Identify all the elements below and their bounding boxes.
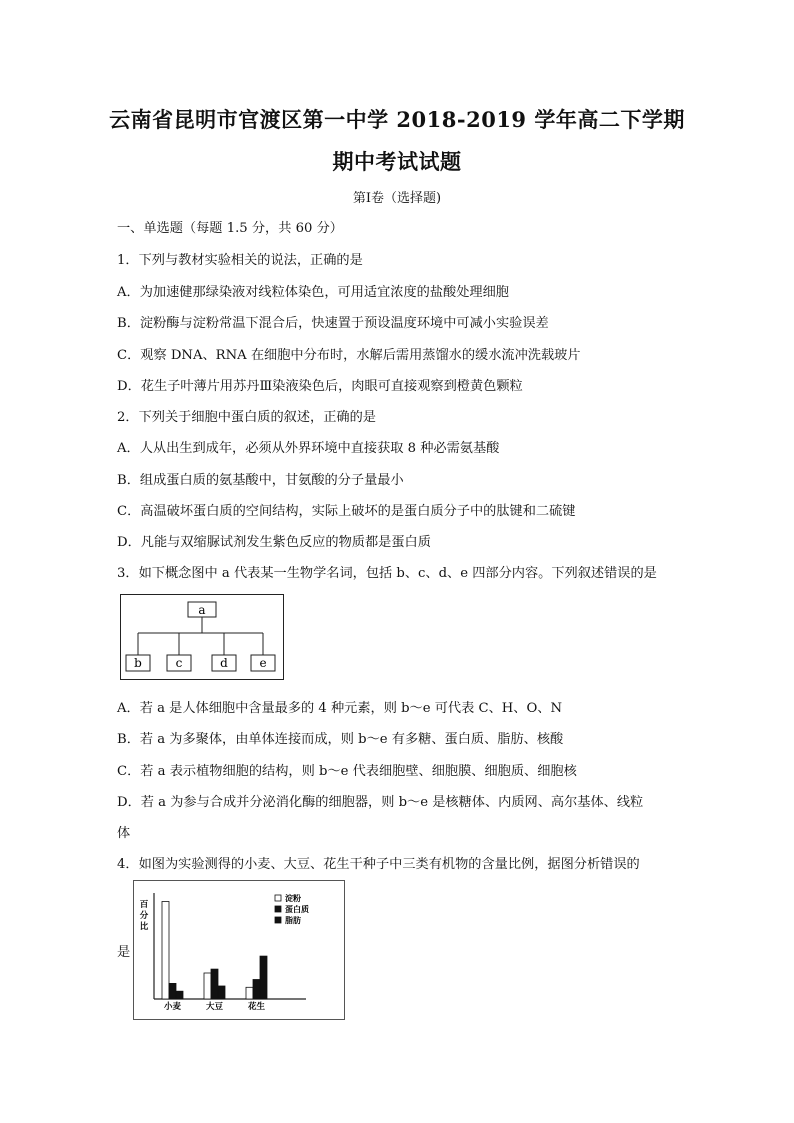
section-heading: 第Ⅰ卷（选择题): [352, 191, 442, 206]
legend-swatch-蛋白质: [275, 906, 281, 912]
question-1-option-b: B．淀粉酶与淀粉常温下混合后，快速置于预设温度环境中可减小实验误差: [117, 316, 549, 331]
question-1-option-c: C．观察 DNA、RNA 在细胞中分布时，水解后需用蒸馏水的缓水流冲洗载玻片: [117, 348, 581, 363]
legend-label-脂肪: 脂肪: [285, 916, 301, 925]
category-label: 大豆: [205, 1002, 224, 1012]
question-2-option-c: C．高温破坏蛋白质的空间结构，实际上破坏的是蛋白质分子中的肽键和二硫键: [117, 504, 576, 519]
bar-脂肪-花生: [260, 956, 267, 999]
legend-label-蛋白质: 蛋白质: [285, 905, 309, 914]
question-2-option-b: B．组成蛋白质的氨基酸中，甘氨酸的分子量最小: [117, 473, 404, 488]
question-3-option-d: D．若 a 为参与合成并分泌消化酶的细胞器，则 b～e 是核糖体、内质网、高尔基体、线粒: [117, 795, 644, 810]
question-2-option-d: D．凡能与双缩脲试剂发生紫色反应的物质都是蛋白质: [117, 535, 431, 550]
bar-蛋白质-大豆: [211, 969, 218, 999]
category-labels-group: [164, 1001, 266, 1012]
bar-蛋白质-花生: [253, 980, 260, 1000]
title-line-2: 期中考试试题: [332, 149, 462, 174]
y-axis-label-char: 分: [139, 911, 149, 921]
question-2-option-a: A．人从出生到成年，必须从外界环境中直接获取 8 种必需氨基酸: [117, 441, 500, 456]
question-2-stem: 2．下列关于细胞中蛋白质的叙述，正确的是: [117, 410, 376, 425]
node-d-label: d: [220, 656, 228, 670]
question-3-option-b: B．若 a 为多聚体，由单体连接而成，则 b～e 有多糖、蛋白质、脂肪、核酸: [117, 732, 564, 747]
category-label: 小麦: [163, 1002, 182, 1012]
question-3-option-c: C．若 a 表示植物细胞的结构，则 b～e 代表细胞壁、细胞膜、细胞质、细胞核: [117, 764, 577, 779]
question-1-option-a: A．为加速健那绿染液对线粒体染色，可用适宜浓度的盐酸处理细胞: [117, 285, 509, 300]
node-b-label: b: [134, 656, 142, 670]
bar-淀粉-大豆: [204, 973, 211, 999]
y-axis-label-char: 百: [139, 900, 149, 910]
bars-group: [162, 902, 267, 1000]
bar-蛋白质-小麦: [169, 983, 176, 999]
bar-脂肪-大豆: [218, 986, 225, 999]
question-4-stem-cont: 是: [117, 945, 131, 960]
node-e-label: e: [259, 656, 267, 670]
question-1-option-d: D．花生子叶薄片用苏丹Ⅲ染液染色后，肉眼可直接观察到橙黄色颗粒: [117, 379, 523, 394]
legend-swatch-脂肪: [275, 917, 281, 923]
question-1-stem: 1．下列与教材实验相关的说法，正确的是: [117, 253, 363, 268]
question-4-stem: 4．如图为实验测得的小麦、大豆、花生干种子中三类有机物的含量比例，据图分析错误的: [117, 857, 640, 872]
y-axis-label-char: 比: [139, 922, 149, 932]
node-c-label: c: [175, 656, 183, 670]
seed-composition-chart: [133, 880, 345, 1020]
concept-diagram: [120, 594, 284, 680]
question-3-stem: 3．如下概念图中 a 代表某一生物学名词，包括 b、c、d、e 四部分内容。下列叙述错误的是: [117, 566, 657, 581]
category-label: 花生: [247, 1002, 266, 1012]
bar-脂肪-小麦: [176, 991, 183, 999]
chart-svg: [134, 881, 344, 1019]
legend-swatch-淀粉: [275, 895, 281, 901]
node-a-label: a: [198, 603, 206, 617]
question-3-option-d-cont: 体: [117, 826, 131, 841]
concept-diagram-svg: [121, 595, 283, 679]
question-3-option-a: A．若 a 是人体细胞中含量最多的 4 种元素，则 b～e 可代表 C、H、O、N: [117, 701, 562, 716]
legend-group: [275, 893, 309, 925]
bar-淀粉-花生: [246, 987, 253, 999]
title-line-1: 云南省昆明市官渡区第一中学 2018-2019 学年高二下学期: [109, 107, 685, 132]
legend-label-淀粉: 淀粉: [285, 894, 301, 903]
y-axis-label-group: [139, 899, 149, 932]
part-heading: 一、单选题（每题 1.5 分，共 60 分）: [117, 221, 343, 236]
bar-淀粉-小麦: [162, 902, 169, 1000]
